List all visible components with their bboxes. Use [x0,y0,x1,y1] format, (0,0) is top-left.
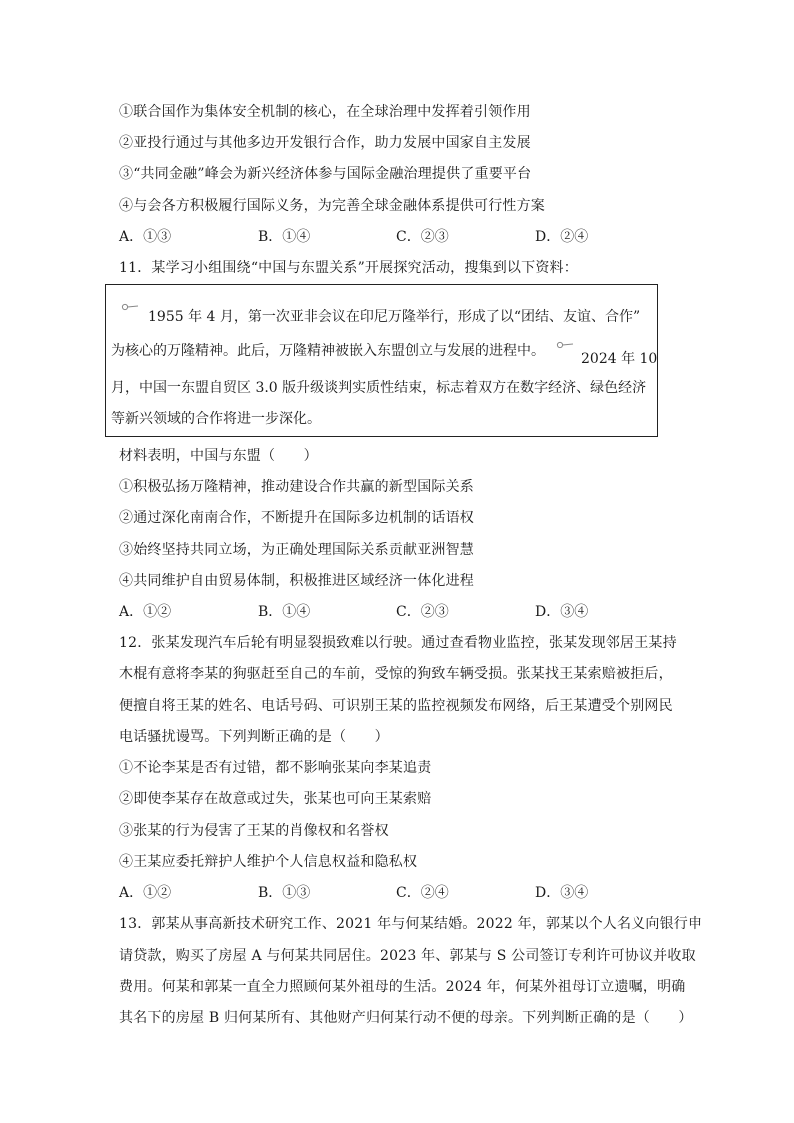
q12-item-2: ②即使李某存在故意或过失，张某也可向王某索赔 [119,791,432,807]
q11-stem: 11．某学习小组围绕“中国与东盟关系”开展探究活动，搜集到以下资料： [119,260,578,276]
q13-stem-line-2: 请贷款，购买了房屋 A 与何某共同居住。2023 年、郭某与 S 公司签订专利许可协议并收取 [119,948,696,964]
pushpin-icon [556,341,574,349]
q11-item-3: ③始终坚持共同立场，为正确处理国际关系贡献亚洲智慧 [119,542,474,558]
q11-material-line-4: 等新兴领域的合作将进一步深化。 [111,411,321,427]
q12-options [119,883,719,903]
q10-option-d: D．②④ [535,229,589,245]
q11-item-4: ④共同维护自由贸易体制，积极推进区域经济一体化进程 [119,573,474,589]
q11-material-line-1: 1955 年 4 月，第一次亚非会议在印尼万隆举行，形成了以“团结、友谊、合作” [148,309,641,325]
q11-option-d: D．③④ [535,604,589,620]
q11-item-2: ②通过深化南南合作，不断提升在国际多边机制的话语权 [119,510,474,526]
q11-options [119,602,719,622]
q11-material-box [105,284,658,437]
q12-stem-line-4: 电话骚扰谩骂。下列判断正确的是（ ） [119,729,389,745]
q12-stem-line-1: 12．张某发现汽车后轮有明显裂损致难以行驶。通过查看物业监控，张某发现邻居王某持 [119,635,677,651]
q12-option-b: B．①③ [258,885,311,901]
q13-stem-line-4: 其名下的房屋 B 归何某所有、其他财产归何某行动不便的母亲。下列判断正确的是（ ） [119,1010,693,1026]
q10-option-c: C．②③ [396,229,449,245]
q10-option-a: A．①③ [119,229,172,245]
q11-question: 材料表明，中国与东盟（ ） [119,448,318,464]
q11-material-line-2: 为核心的万隆精神。此后，万隆精神被嵌入东盟创立与发展的进程中。 [111,343,545,359]
q12-item-3: ③张某的行为侵害了王某的肖像权和名誉权 [119,823,389,839]
q11-material-line-3: 月，中国一东盟自贸区 3.0 版升级谈判实质性结束，标志着双方在数字经济、绿色经济 [111,380,647,396]
q12-option-a: A．①② [119,885,172,901]
q11-item-1: ①积极弘扬万隆精神，推动建设合作共赢的新型国际关系 [119,479,474,495]
q10-item-3: ③“共同金融”峰会为新兴经济体参与国际金融治理提供了重要平台 [119,166,532,182]
q11-material-line-2-tail: 2024 年 10 [581,351,658,367]
q10-options [119,227,719,247]
q10-item-2: ②亚投行通过与其他多边开发银行合作，助力发展中国家自主发展 [119,135,531,151]
q12-option-c: C．②④ [396,885,449,901]
q11-option-b: B．①④ [258,604,311,620]
q10-item-1: ①联合国作为集体安全机制的核心，在全球治理中发挥着引领作用 [119,104,531,120]
pushpin-icon [121,303,139,311]
q13-stem-line-1: 13．郭某从事高新技术研究工作、2021 年与何某结婚。2022 年，郭某以个人名义向银行申 [119,916,703,932]
q11-option-c: C．②③ [396,604,449,620]
q10-item-4: ④与会各方积极履行国际义务，为完善全球金融体系提供可行性方案 [119,198,545,214]
q12-option-d: D．③④ [535,885,589,901]
q12-item-4: ④王某应委托辩护人维护个人信息权益和隐私权 [119,854,418,870]
q10-option-b: B．①④ [258,229,311,245]
q11-option-a: A．①② [119,604,172,620]
q12-stem-line-3: 便擅自将王某的姓名、电话号码、可识别王某的监控视频发布网络，后王某遭受个别网民 [119,698,673,714]
q12-item-1: ①不论李某是否有过错，都不影响张某向李某追责 [119,760,432,776]
q13-stem-line-3: 费用。何某和郭某一直全力照顾何某外祖母的生活。2024 年，何某外祖母订立遗嘱，明确 [119,979,686,995]
q12-stem-line-2: 木棍有意将李某的狗驱赶至自己的车前，受惊的狗致车辆受损。张某找王某索赔被拒后， [119,666,673,682]
